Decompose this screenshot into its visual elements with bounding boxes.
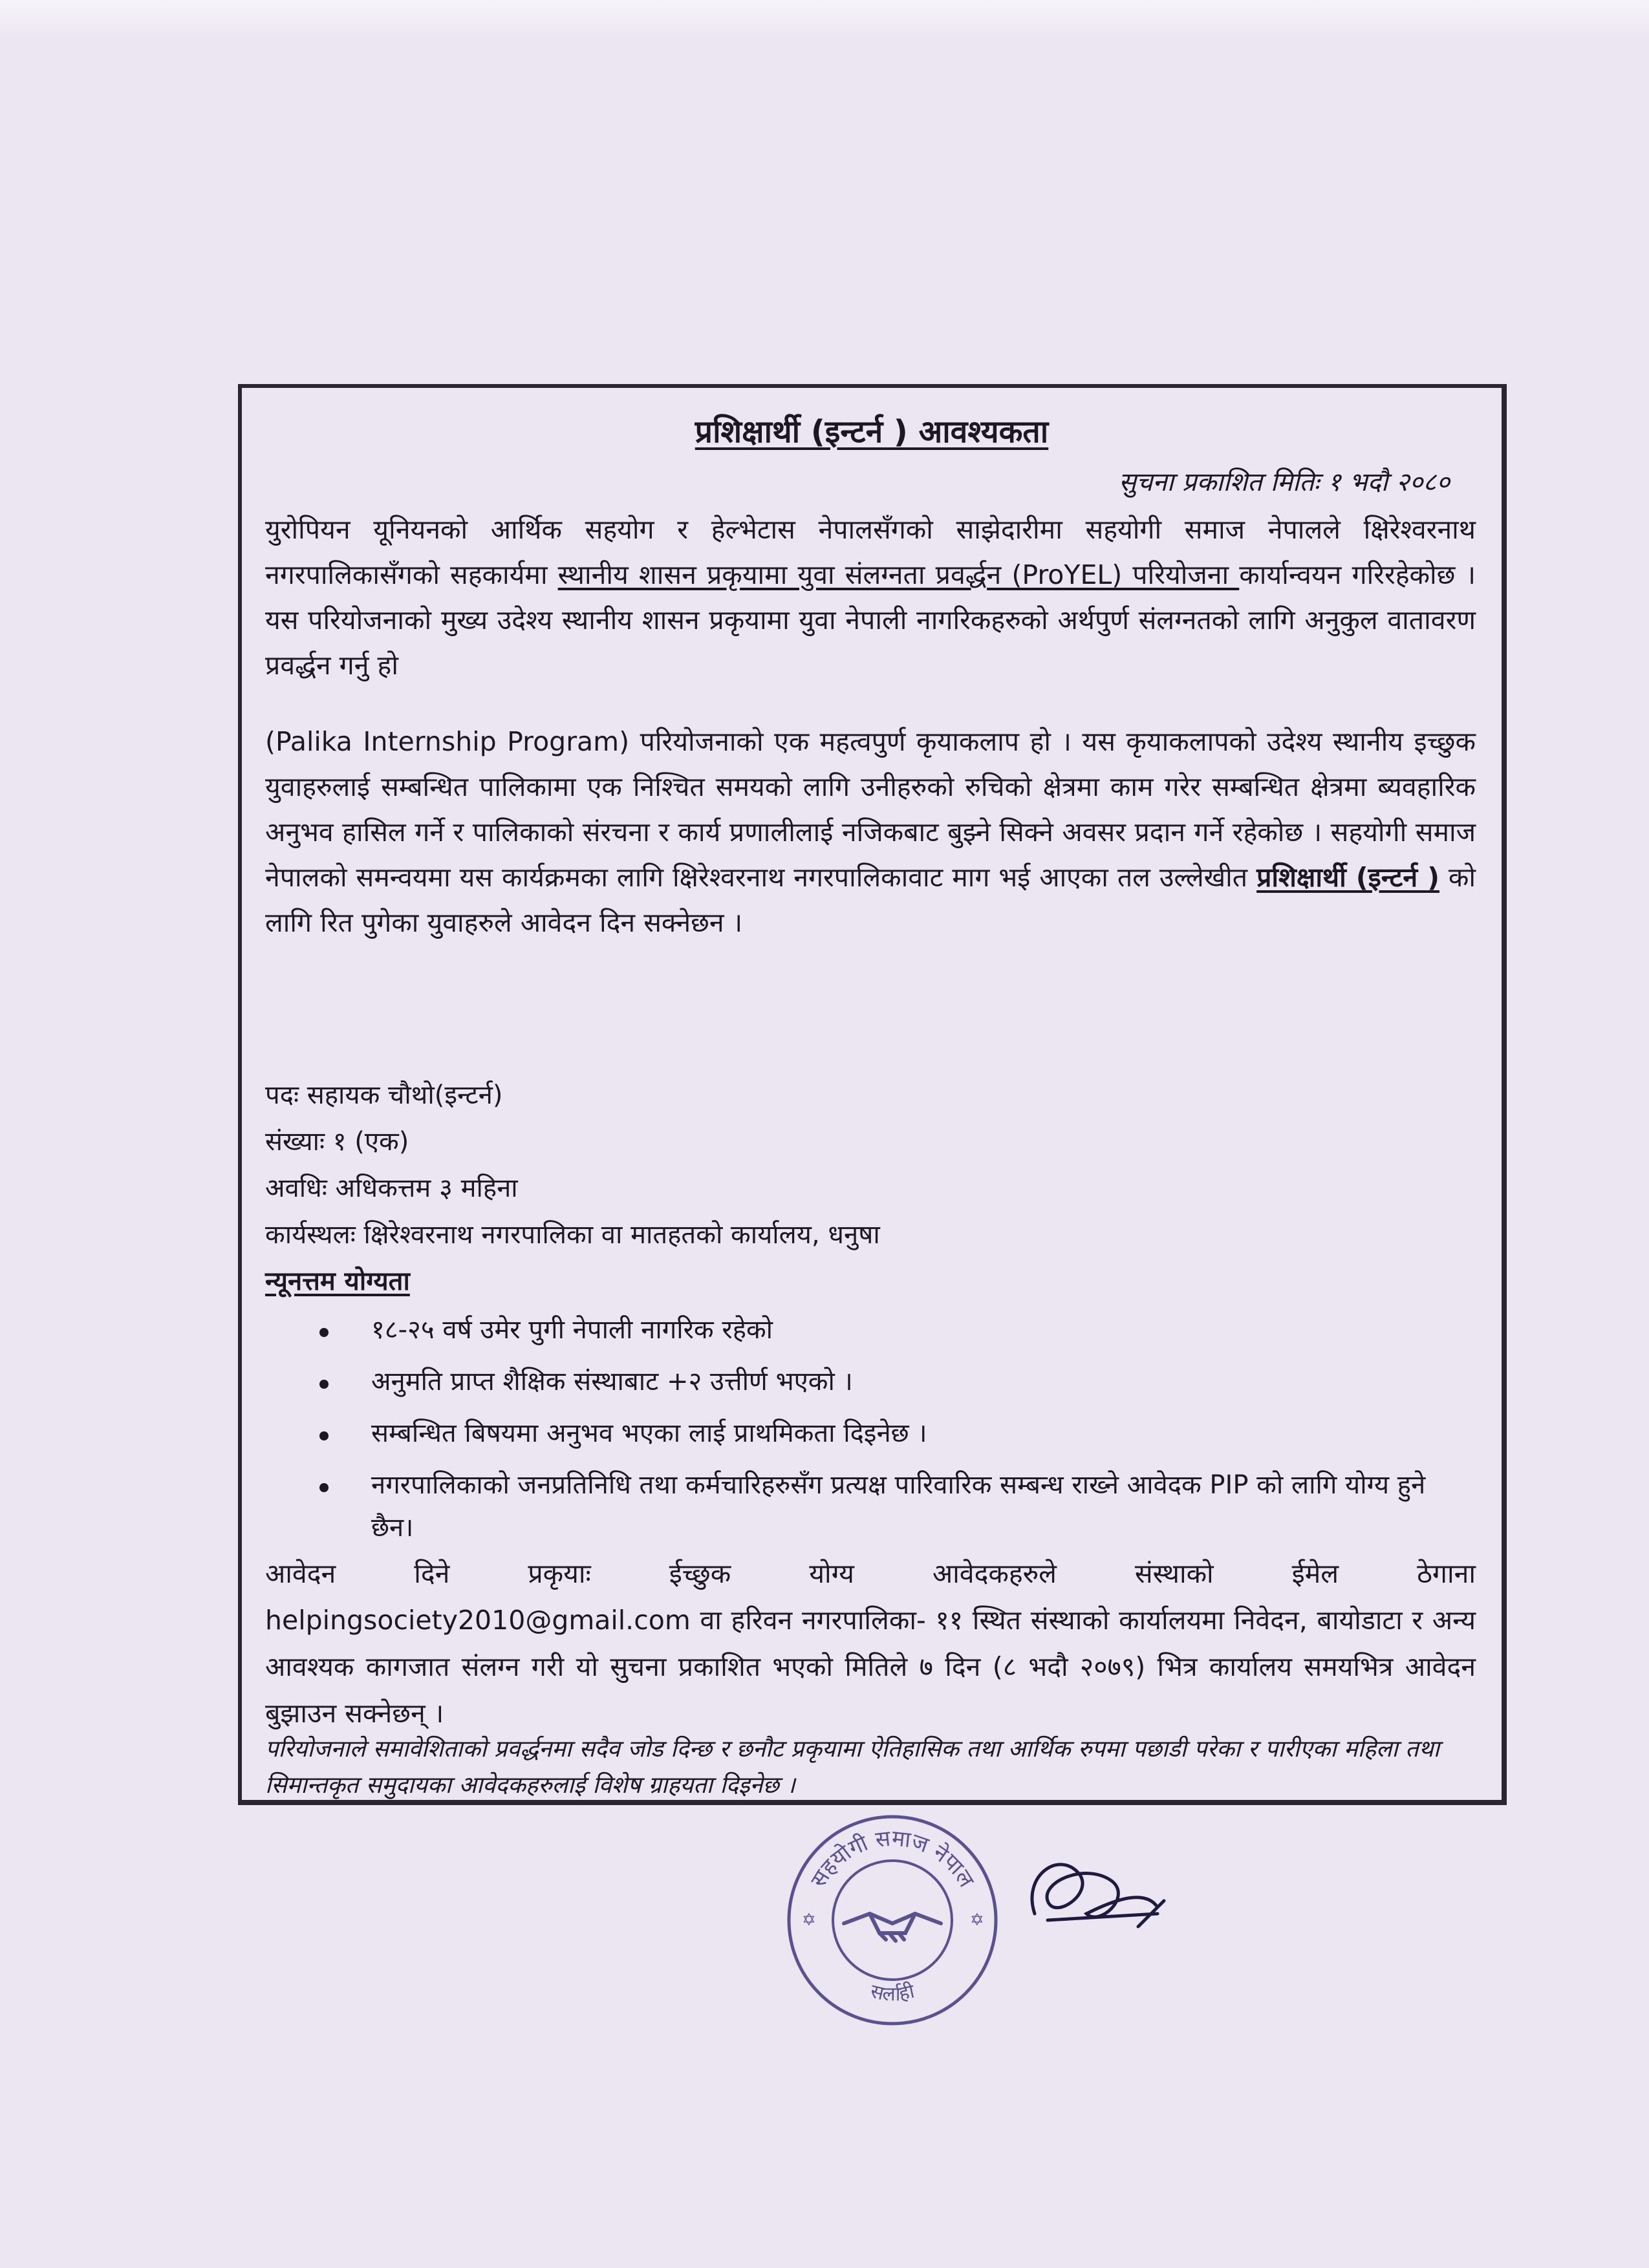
intro-paragraph: युरोपियन यूनियनको आर्थिक सहयोग र हेल्भेटास नेपालसँगको साझेदारीमा सहयोगी समाज नेपालले क्षिरेश्वरनाथ नगरपालिकासँगको सहकार्यमा स्थानीय शासन प्रकृयामा युवा संलग्नता प्रवर्द्धन (ProYEL) परियोजना कार्यान्वयन गरिरहेकोछ । यस परियोजनाको मुख्य उदेश्य स्थानीय शासन प्रकृयामा युवा नेपाली नागरिकहरुको अर्थपुर्ण संलग्नतको लागि अनुकुल वातावरण प्रवर्द्धन गर्नु हो (265, 514, 1476, 681)
notice-title: प्रशिक्षार्थी (इन्टर्न ) आवश्यकता (695, 414, 1049, 450)
position-details (265, 1072, 880, 1305)
stamp-bottom-text: सर्लाही (868, 1980, 917, 2006)
location-row: कार्यस्थलः क्षिरेश्वरनाथ नगरपालिका वा मातहतको कार्यालय, धनुषा (265, 1220, 880, 1250)
project-name: स्थानीय शासन प्रकृयामा युवा संलग्नता प्रवर्द्धन (ProYEL) परियोजना (557, 559, 1240, 590)
page-top-edge (0, 0, 1649, 37)
stamp-top-text: सहयोगी समाज नेपाल (805, 1825, 980, 1892)
publication-date: सुचना प्रकाशित मितिः १ भदौ २०८० (1118, 467, 1450, 497)
signature (1009, 1836, 1177, 1965)
star-icon: ✡ (802, 1910, 816, 1930)
duration-row: अवधिः अधिकत्तम ३ महिना (265, 1173, 518, 1203)
count-row: संख्याः १ (एक) (265, 1127, 409, 1157)
bullet-icon (319, 1380, 329, 1389)
intern-reference: प्रशिक्षार्थी (इन्टर्न ) (1256, 862, 1439, 893)
qualification-item: १८-२५ वर्ष उमेर पुगी नेपाली नागरिक रहेको (319, 1309, 1463, 1351)
bullet-icon (319, 1483, 329, 1492)
program-paragraph: (Palika Internship Program) परियोजनाको एक महत्वपुर्ण कृयाकलाप हो । यस कृयाकलापको उदेश्य स्थानीय इच्छुक युवाहरुलाई सम्बन्धित पालिकामा एक निश्चित समयको लागि उनीहरुको रुचिको क्षेत्रमा काम गरेर सम्बन्धित क्षेत्रमा ब्यवहारिक अनुभव हासिल गर्ने र पालिकाको संरचना र कार्य प्रणालीलाई नजिकबाट बुझ्ने सिक्ने अवसर प्रदान गर्ने रहेकोछ । सहयोगी समाज नेपालको समन्वयमा यस कार्यक्रमका लागि क्षिरेश्वरनाथ नगरपालिकावाट माग भई आएका तल उल्लेखीत प्रशिक्षार्थी (इन्टर्न ) को लागि रित पुगेका युवाहरुले आवेदन दिन सक्नेछन । (265, 726, 1476, 938)
post-row: पदः सहायक चौथो(इन्टर्न) (265, 1080, 503, 1110)
application-lead-line: आवेदन दिने प्रकृयाः ईच्छुक योग्य आवेदकहरुले संस्थाको ईमेल ठेगाना (265, 1558, 1476, 1589)
handshake-icon (844, 1914, 941, 1941)
qualification-item: नगरपालिकाको जनप्रतिनिधि तथा कर्मचारिहरुसँग प्रत्यक्ष पारिवारिक सम्बन्ध राख्ने आवेदक PIP को लागि योग्य हुने छैन। (319, 1464, 1463, 1549)
bullet-icon (319, 1431, 329, 1440)
contact-email[interactable]: helpingsociety2010@gmail.com (265, 1605, 691, 1636)
qualification-item: अनुमति प्राप्त शैक्षिक संस्थाबाट +२ उत्तीर्ण भएको । (319, 1360, 1463, 1403)
application-process: आवेदन दिने प्रकृयाः ईच्छुक योग्य आवेदकहरुले संस्थाको ईमेल ठेगाना helpingsociety2010@gmail.com वा हरिवन नगरपालिका- ११ स्थित संस्थाको कार्यालयमा निवेदन, बायोडाटा र अन्य आवश्यक कागजात संलग्न गरी यो सुचना प्रकाशित भएको मितिले ७ दिन (८ भदौ २०७९) भित्र कार्यालय समयभित्र आवेदन बुझाउन सक्नेछन् । (265, 1550, 1476, 1737)
star-icon: ✡ (970, 1910, 984, 1930)
notice-box (238, 384, 1507, 1805)
qualification-title: न्यूनत्तम योग्यता (265, 1267, 410, 1296)
inclusion-note: परियोजनाले समावेशिताको प्रवर्द्धनमा सदैव जोड दिन्छ र छनौट प्रकृयामा ऐतिहासिक तथा आर्थिक रुपमा पछाडी परेका र पारीएका महिला तथा सिमान्तकृत समुदायका आवेदकहरुलाई विशेष ग्राहयता दिइनेछ । (265, 1736, 1440, 1799)
bullet-icon (319, 1328, 329, 1337)
qualification-item: सम्बन्धित बिषयमा अनुभव भएका लाई प्राथमिकता दिइनेछ । (319, 1412, 1463, 1455)
organization-stamp (782, 1810, 1002, 2030)
qualification-list (319, 1309, 1463, 1558)
